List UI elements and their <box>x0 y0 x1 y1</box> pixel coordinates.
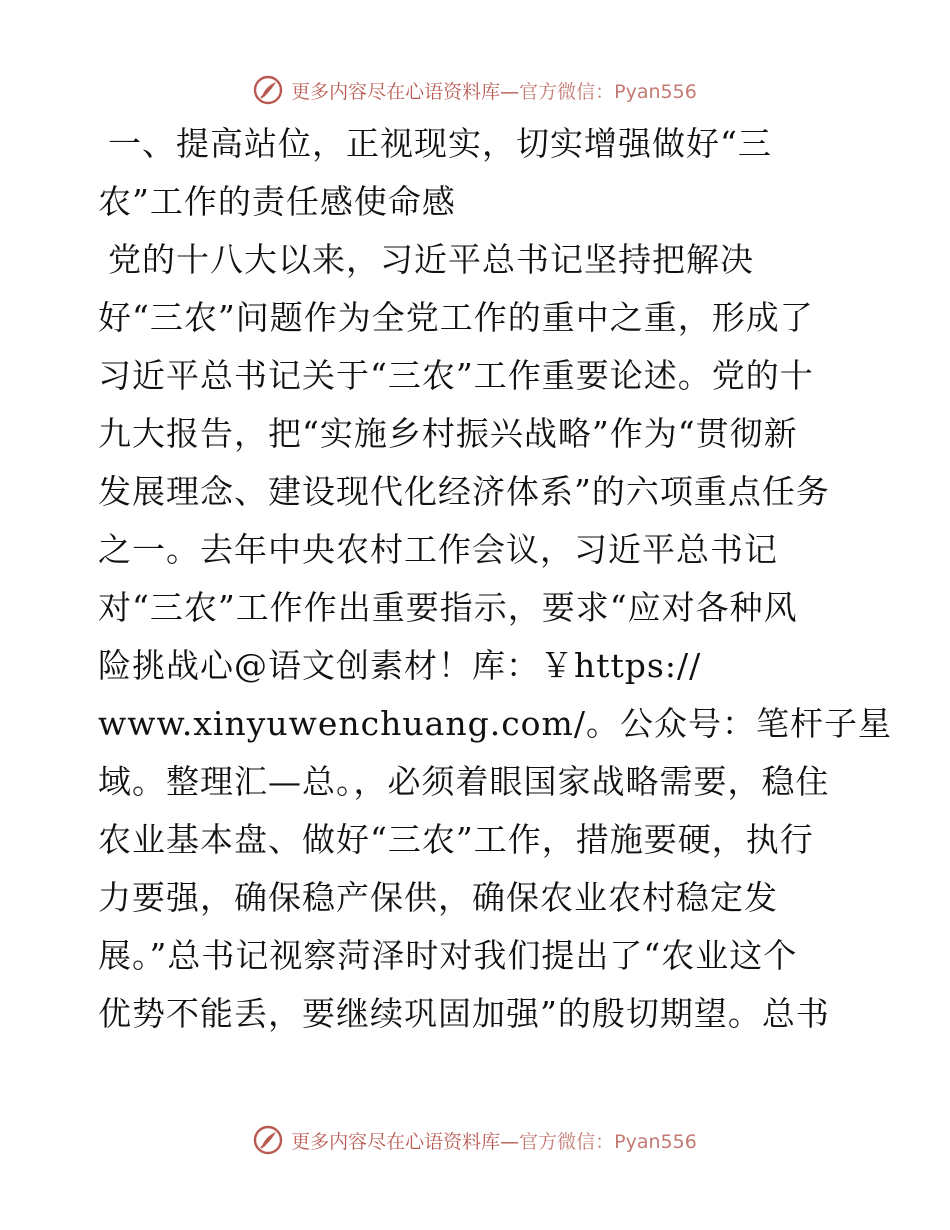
paragraph-line-13: 展。”总书记视察菏泽时对我们提出了“农业这个 <box>98 936 798 975</box>
watermark-wechat-text: 官方微信：Pyan556 <box>519 1130 697 1153</box>
paragraph-line-4: 九大报告，把“实施乡村振兴战略”作为“贯彻新 <box>98 414 798 453</box>
paragraph-line-14: 优势不能丢，要继续巩固加强”的殷切期望。总书 <box>98 994 830 1033</box>
paragraph-line-11: 农业基本盘、做好“三农”工作，措施要硬，执行 <box>98 820 814 859</box>
paragraph-line-5: 发展理念、建设现代化经济体系”的六项重点任务 <box>98 472 830 511</box>
paragraph-line-2: 好“三农”问题作为全党工作的重中之重，形成了 <box>98 298 814 337</box>
paragraph-line-10: 域。整理汇—总。，必须着眼国家战略需要，稳住 <box>98 762 830 801</box>
quill-logo-icon <box>253 1125 283 1155</box>
watermark-main-text: 更多内容尽在心语资料库— <box>291 1130 520 1153</box>
watermark-main-text: 更多内容尽在心语资料库— <box>291 80 520 103</box>
paragraph-line-1: 党的十八大以来，习近平总书记坚持把解决 <box>108 240 754 279</box>
footer-watermark <box>0 1120 950 1160</box>
document-body <box>98 122 892 1050</box>
paragraph-line-7: 对“三农”工作作出重要指示，要求“应对各种风 <box>98 588 798 627</box>
paragraph-line-8: 险挑战心@语文创素材！库：￥https:// <box>98 646 702 685</box>
paragraph-line-12: 力要强，确保稳产保供，确保农业农村稳定发 <box>98 878 778 917</box>
paragraph-line-6: 之一。去年中央农村工作会议，习近平总书记 <box>98 530 778 569</box>
quill-logo-icon <box>253 75 283 105</box>
watermark-wechat-text: 官方微信：Pyan556 <box>519 80 697 103</box>
paragraph-line-9: www.xinyuwenchuang.com/。公众号：笔杆子星 <box>98 704 892 743</box>
paragraph-line-3: 习近平总书记关于“三农”工作重要论述。党的十 <box>98 356 814 395</box>
heading-line-1: 一、提高站位，正视现实，切实增强做好“三 <box>108 124 772 163</box>
header-watermark <box>0 70 950 110</box>
heading-line-2: 农”工作的责任感使命感 <box>98 182 456 221</box>
